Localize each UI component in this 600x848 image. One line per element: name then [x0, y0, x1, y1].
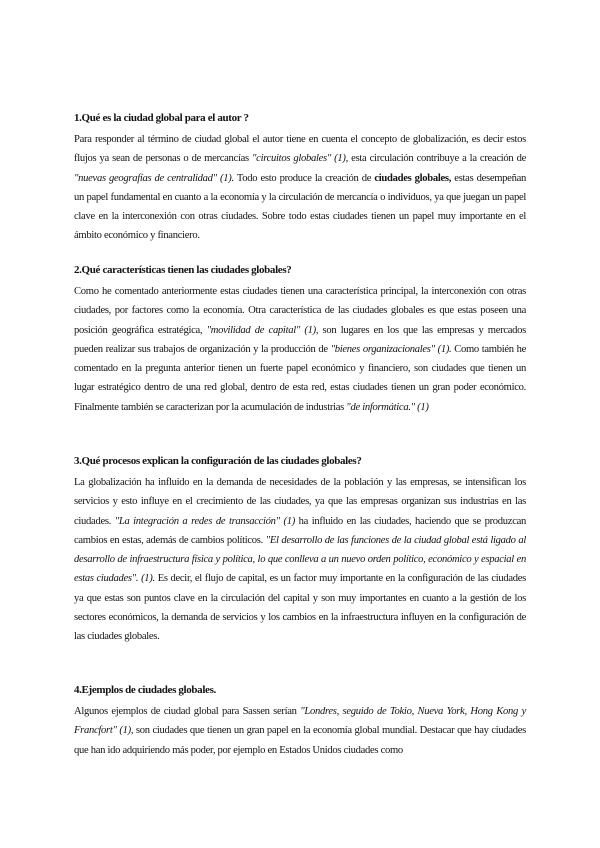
section-heading: 2.Qué características tienen las ciudades globales? — [74, 264, 292, 276]
section-4 — [74, 683, 526, 760]
section-paragraph: Para responder al término de ciudad global el autor tiene en cuenta el concepto de globalización, es decir estos flujos ya sean de personas o de mercancías "circuitos globales" (1), esta circulación contribuye a la creación de "nuevas geografías de centralidad" (1). Todo esto produce la creación de ciudades globales, estas desempeñan un papel fundamental en cuanto a la economía y la circulación de mercancía o individuos, ya que juegan un papel clave en la interconexión con otras ciudades. Sobre todo estas ciudades tienen un papel muy importante en el ámbito económico y financiero. — [74, 134, 526, 242]
section-2 — [74, 263, 526, 417]
section-heading: 3.Qué procesos explican la configuración de las ciudades globales? — [74, 455, 362, 467]
section-1 — [74, 111, 526, 246]
section-paragraph: Como he comentado anteriormente estas ciudades tienen una característica principal, la interconexión con otras ciudades, por factores como la economía. Otra característica de las ciudades globales es que estas poseen una posición geográfica estratégica, "movilidad de capital" (1), son lugares en los que las empresas y mercados pueden realizar sus trabajos de organización y la producción de "bienes organizacionales" (1). Como también he comentado en la pregunta anterior tienen un fuerte papel económico y financiero, son ciudades que tienen un lugar estratégico dentro de una red global, dentro de esta red, estas ciudades tienen un gran poder económico. Finalmente también se caracterizan por la acumulación de industrias "de informática." (1) — [74, 286, 527, 413]
section-paragraph: Algunos ejemplos de ciudad global para Sassen serían "Londres, seguido de Tokio, Nueva York, Hong Kong y Francfort" (1), son ciudades que tienen un gran papel en la economía global mundial. Destacar que hay ciudades que han ido adquiriendo más poder, por ejemplo en Estados Unidos ciudades como — [74, 706, 526, 756]
section-paragraph: La globalización ha influido en la demanda de necesidades de la población y las empresas, se intensifican los servicios y esto influye en el crecimiento de las ciudades, ya que las empresas organizan sus industrias en las ciudades. "La integración a redes de transacción" (1) ha influido en las ciudades, haciendo que se produzcan cambios en estas, además de cambios políticos. "El desarrollo de las funciones de la ciudad global está ligado al desarrollo de infraestructura física y política, lo que conlleva a un nuevo orden político, económico y espacial en estas ciudades". (1). Es decir, el flujo de capital, es un factor muy importante en la configuración de las ciudades ya que estas son puntos clave en la circulación del capital y son muy importantes en cuanto a la gestión de los sectores económicos, la demanda de servicios y los cambios en la infraestructura influyen en la configuración de las ciudades globales. — [74, 477, 526, 643]
section-3 — [74, 454, 526, 647]
section-heading: 1.Qué es la ciudad global para el autor ? — [74, 112, 249, 124]
section-heading: 4.Ejemplos de ciudades globales. — [74, 684, 216, 696]
